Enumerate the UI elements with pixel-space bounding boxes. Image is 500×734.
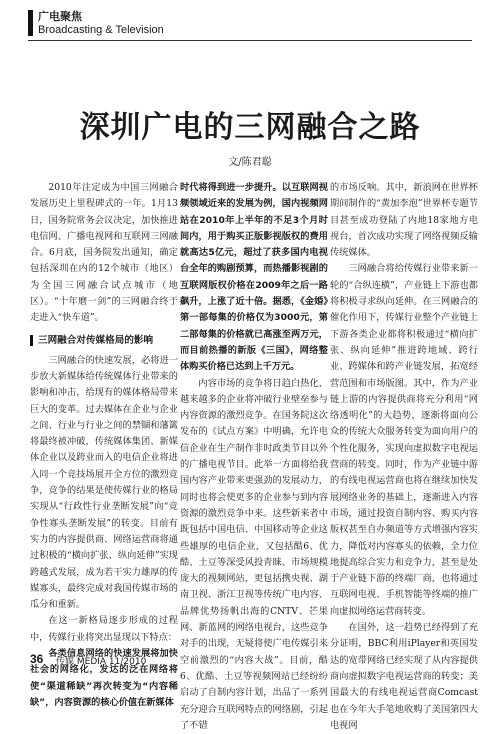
bold-paragraph: 各类信息网络的快速发展将加快社会的网络化，发达的泛在网络将使“渠道稀缺”再次转变为“内容稀缺”，内容资源的核心价值在新媒体: [30, 648, 178, 708]
header-subtitle: Broadcasting & Television: [38, 24, 164, 36]
header-title: 广电聚焦: [38, 10, 82, 23]
section-heading-text: 三网融合对传媒格局的影响: [38, 334, 154, 346]
paragraph: 三网融合的快速发展，必将进一步放大新媒体给传统媒体行业带来的影响和冲击，给现有的媒体格局带来巨大的变革。过去媒体在企业与企业之间、行业与行业之间的禁锢和藩篱将最终被冲破，传统媒体集团、新媒体企业以及跨业而入的电信企业将进入同一个竞技场展开全方位的激烈竞争，竞争的结果是使传媒行业的格局实现从“行政性行业垄断发展”向“竞争性寡头垄断发展”的转变。目前有实力的内容提供商、网络运营商将通过积极的“横向扩张、纵向延伸”实现跨越式发展，成为若干实力雄厚的传媒寡头，最终完成对我国传媒市场的瓜分和重新。: [30, 354, 178, 611]
header-divider: [28, 40, 472, 41]
page-number: 36: [30, 652, 44, 666]
text-column-2: [180, 180, 328, 731]
text-column-3: [330, 180, 478, 731]
article-author: 文/陈君聪: [228, 157, 272, 168]
paragraph: 内容市场的竞争将日趋白热化，越来越多的企业将冲破行业壁垒参与内容资源的激烈竞争。在国务院这次发布的《试点方案》中明确，允许电信企业在生产制作非时政类节目以外的广播电视节目。此举一方面将给我国内容产业带来更强劲的发展动力，同时也将会使更多的企业参与到内容资源的激烈竞争中来。这些新来者中既包括中国电信、中国移动等企业这些雄厚的电信企业，又包括酷6、优酷、土豆等深受风投青睐、市场规模庞大的视频网站，更包括携央视、湖南卫视、浙江卫视等传统广电内容、品牌优势扬帆出海的CNTV、芒果网、新蓝网的网络电视台，这些竞争对手的出现，无疑将使广电传媒引来空前激烈的“内容大战”。目前，酷6、优酷、土豆等视频网站已经纷纷启动了自制内容计划，出品了一系列充分迎合互联网特点的网络剧，引起了不错: [180, 377, 328, 731]
heading-bar-icon: [30, 335, 33, 346]
paragraph: 的市场反响。其中，新浪网在世界杯期间制作的“黄加李泡”世界杯专题节目甚至成功登陆了内地18家地方电视台，首次成功实现了网络视频反输传统媒体。: [330, 182, 478, 259]
publication-info: 传媒 MEDIA 11/2010: [56, 657, 147, 667]
paragraph: 在国外，这一趋势已经得到了充分证明，BBC利用iPlayer和英国发达的宽带网络已经实现了从内容提供商向虚拟数字电视运营商的转变；美国最大的有线电视运营商Comcast也在今年大手笔地收购了美国第四大电视网: [330, 622, 478, 731]
paragraph: 2010年注定成为中国三网融合发展历史上里程碑式的一年。1月13日，国务院常务会议决定，加快推进电信网、广播电视网和互联网三网融合。6月底，国务院发出通知，确定包括深圳在内的12个城市（地区）为全国三网融合试点城市（地区）。“十年磨一剑”的三网融合终于走进入“快车道”。: [30, 182, 178, 324]
header-bar-mark: [28, 10, 33, 36]
paragraph: 三网融合将给传媒行业带来新一轮的“合纵连横”，产业链上下游也都将积极寻求纵向延伸。在三网融合的催化作用下，传媒行业整个产业链上下游各类企业都将积极通过“横向扩张、纵向延伸”推进跨地域、跨行业、跨媒体和跨产业链发展，拓宽经营范围和市场版图。其中，作为产业链上游的内容提供商将充分利用“网络透明化”的大趋势，逐渐将面向公众的传统大众服务转变为面向用户的个性化服务，实现向虚拟数字电视运营商的转变。同时，作为产业链中游的有线电视运营商也将在继续加快发展网络业务的基础上，逐渐进入内容市场，通过投资自制内容、购买内容版权甚至自办频道等方式增强内容实力，降低对内容寡头的依赖，全力位地提高综合实力和竞争力，甚至是处于产业链下游的终端厂商，也将通过互联网电视、手机智能等终端的推广向虚拟网络运营商转变。: [330, 263, 478, 617]
paragraph: 在这一新格局逐步形成的过程中，传媒行业将突出显现以下特点：: [30, 615, 178, 643]
section-header: [28, 8, 472, 50]
page-footer: [30, 650, 470, 670]
article-title: 深圳广电的三网融合之路: [79, 110, 421, 145]
bold-paragraph: 时代将得到进一步提升。以互联网视频领域近来的发展为例，国内视频网站在2010年上半年的不足3个月时间内，用于购买正版影视版权的费用就高达5亿元，超过了获多国内电视台全年的购剧预算，而热播影视剧的互联网版权价格在2009年之后一路飙升，上涨了近十倍。据悉，《金婚》第一部每集的价格仅为3000元，第二部每集的价格就已高涨至两万元，而目前热播的新版《三国》，网络整体购买价格已达到上千万元。: [180, 182, 328, 373]
section-heading: [30, 333, 178, 349]
